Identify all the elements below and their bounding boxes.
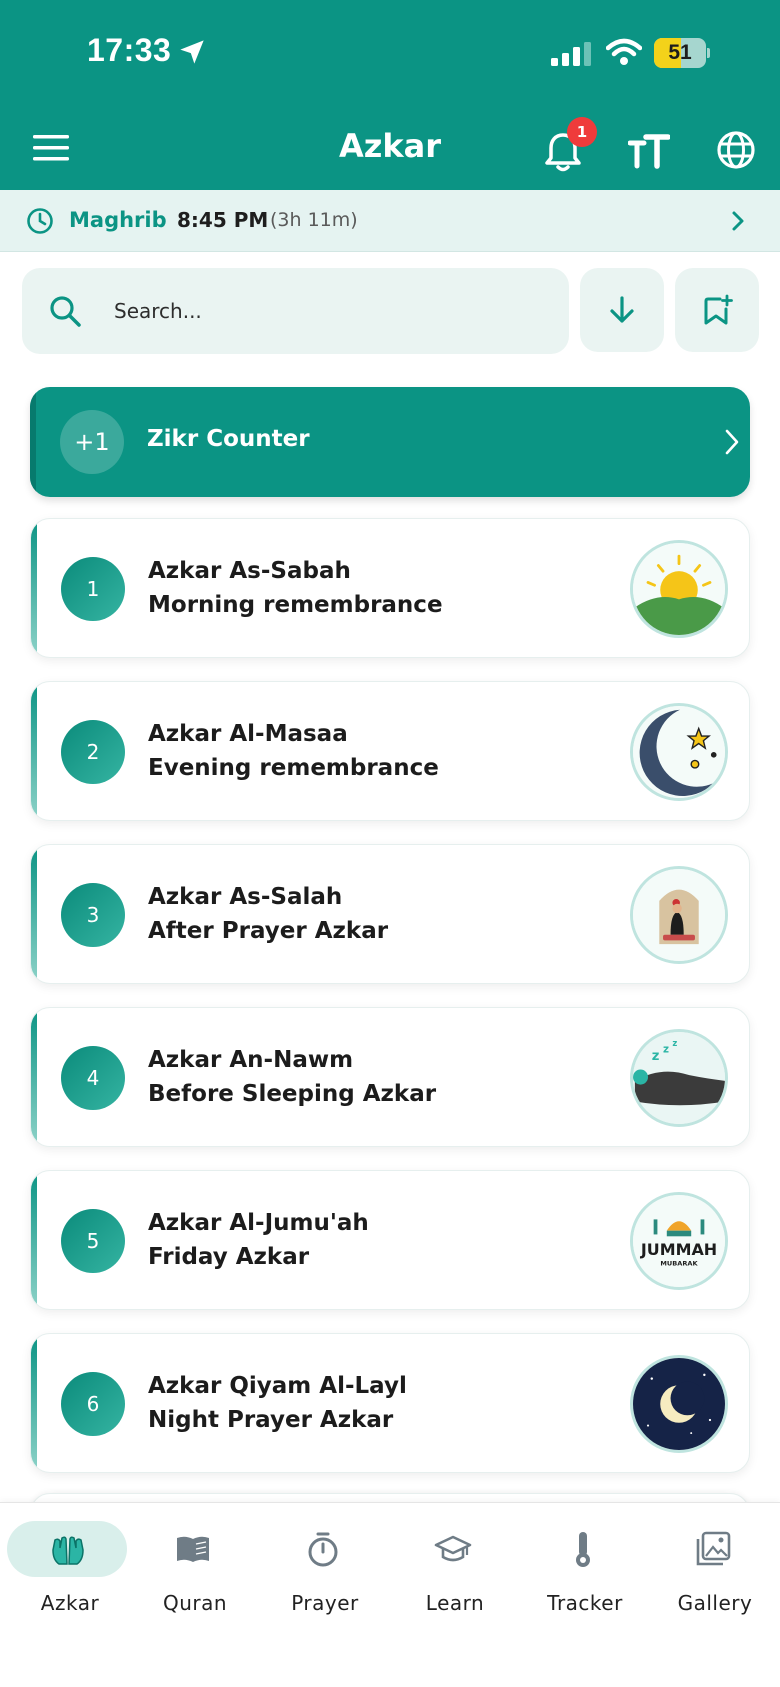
azkar-subtitle: After Prayer Azkar xyxy=(148,918,389,944)
azkar-subtitle: Morning remembrance xyxy=(148,592,443,618)
azkar-subtitle: Before Sleeping Azkar xyxy=(148,1081,437,1107)
mubarak-text: MUBARAK xyxy=(660,1259,698,1268)
prayer-time: 8:45 PM xyxy=(177,208,269,232)
language-globe-icon[interactable] xyxy=(716,130,756,170)
azkar-title: Azkar Al-Masaa xyxy=(148,721,348,747)
notification-badge: 1 xyxy=(567,117,597,147)
jummah-mubarak-icon xyxy=(630,1192,728,1290)
azkar-card[interactable] xyxy=(30,518,750,658)
sleeping-person-icon xyxy=(630,1029,728,1127)
azkar-title: Azkar An-Nawm xyxy=(148,1047,354,1073)
location-arrow-icon xyxy=(178,38,206,66)
azkar-card[interactable] xyxy=(30,681,750,821)
clock-icon xyxy=(26,207,54,235)
nav-label: Gallery xyxy=(677,1591,753,1615)
azkar-number-badge: 5 xyxy=(61,1209,125,1273)
prayer-time-remaining: (3h 11m) xyxy=(270,209,358,231)
azkar-card[interactable] xyxy=(30,1170,750,1310)
signal-bars-icon xyxy=(551,42,593,66)
praying-person-icon xyxy=(630,866,728,964)
praying-hands-icon xyxy=(49,1530,87,1568)
jummah-text: JUMMAH xyxy=(640,1240,718,1260)
battery-percentage: 51 xyxy=(668,41,692,64)
azkar-title: Azkar As-Sabah xyxy=(148,558,351,584)
azkar-card[interactable] xyxy=(30,1333,750,1473)
nav-tracker[interactable] xyxy=(520,1519,650,1629)
azkar-title: Azkar As-Salah xyxy=(148,884,343,910)
search-box[interactable] xyxy=(22,268,569,354)
azkar-subtitle: Evening remembrance xyxy=(148,755,439,781)
status-time: 17:33 xyxy=(87,32,172,68)
gallery-icon xyxy=(694,1530,732,1568)
nav-learn[interactable] xyxy=(390,1519,520,1629)
nav-azkar[interactable] xyxy=(5,1519,135,1629)
battery-icon xyxy=(654,38,710,68)
bottom-navigation xyxy=(0,1502,780,1687)
nav-quran[interactable] xyxy=(130,1519,260,1629)
graduation-cap-icon xyxy=(434,1530,472,1568)
azkar-number-badge: 3 xyxy=(61,883,125,947)
azkar-card[interactable] xyxy=(30,1007,750,1147)
prayer-name: Maghrib xyxy=(69,208,167,232)
nav-label: Azkar xyxy=(40,1591,100,1615)
azkar-number-badge: 4 xyxy=(61,1046,125,1110)
thermometer-icon xyxy=(564,1530,602,1568)
nav-gallery[interactable] xyxy=(650,1519,780,1629)
bookmark-add-icon xyxy=(701,294,733,326)
svg-text:z: z xyxy=(651,1049,660,1065)
azkar-number-badge: 1 xyxy=(61,557,125,621)
azkar-title: Azkar Al-Jumu'ah xyxy=(148,1210,369,1236)
svg-text:z: z xyxy=(672,1038,678,1049)
text-size-icon[interactable] xyxy=(628,133,670,169)
chevron-right-icon xyxy=(728,210,748,232)
zikr-counter-badge: +1 xyxy=(60,410,124,474)
azkar-number-badge: 2 xyxy=(61,720,125,784)
search-input[interactable] xyxy=(114,292,534,330)
nav-prayer[interactable] xyxy=(260,1519,390,1629)
nav-label: Quran xyxy=(162,1591,228,1615)
azkar-title: Azkar Qiyam Al-Layl xyxy=(148,1373,407,1399)
nav-label: Prayer xyxy=(291,1591,359,1615)
arrow-down-icon xyxy=(606,294,638,326)
azkar-subtitle: Night Prayer Azkar xyxy=(148,1407,394,1433)
azkar-card[interactable] xyxy=(30,844,750,984)
download-button[interactable] xyxy=(580,268,664,352)
stopwatch-icon xyxy=(304,1530,342,1568)
crescent-moon-star-icon xyxy=(630,703,728,801)
nav-label: Learn xyxy=(425,1591,485,1615)
azkar-subtitle: Friday Azkar xyxy=(148,1244,310,1270)
open-book-icon xyxy=(174,1530,212,1568)
page-title: Azkar xyxy=(338,127,442,165)
bookmark-add-button[interactable] xyxy=(675,268,759,352)
status-bar xyxy=(0,0,780,105)
nav-label: Tracker xyxy=(547,1591,623,1615)
app-header xyxy=(0,105,780,190)
sunrise-icon xyxy=(630,540,728,638)
zikr-counter-button[interactable] xyxy=(30,387,750,497)
chevron-right-icon xyxy=(722,427,742,457)
night-moon-icon xyxy=(630,1355,728,1453)
next-prayer-bar[interactable] xyxy=(0,190,780,252)
wifi-icon xyxy=(606,38,642,66)
search-icon xyxy=(48,294,82,328)
azkar-number-badge: 6 xyxy=(61,1372,125,1436)
svg-text:z: z xyxy=(663,1043,670,1056)
zikr-counter-label: Zikr Counter xyxy=(147,426,310,452)
